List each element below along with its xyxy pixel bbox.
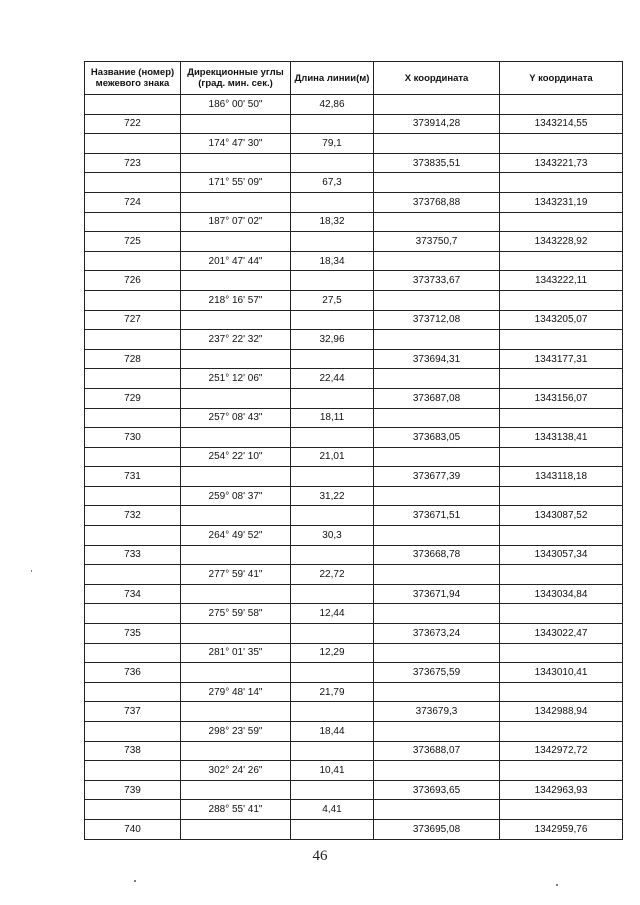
row-y-coordinate [500,369,623,389]
row-x-coordinate: 373675,59 [374,663,500,683]
row-line-length [291,780,374,800]
row-x-coordinate: 373683,05 [374,428,500,448]
row-x-coordinate: 373914,28 [374,114,500,134]
row-x-coordinate: 373677,39 [374,467,500,487]
table-row [85,643,623,663]
row-mark-name: 735 [85,624,181,644]
row-line-length [291,624,374,644]
row-line-length: 42,86 [291,95,374,115]
row-x-coordinate [374,212,500,232]
row-direction-angle: 201° 47' 44" [181,251,291,271]
table-row [85,624,623,644]
table-row [85,800,623,820]
table-row [85,134,623,154]
row-x-coordinate [374,682,500,702]
table-row [85,565,623,585]
row-y-coordinate: 1343156,07 [500,388,623,408]
row-x-coordinate: 373750,7 [374,232,500,252]
row-direction-angle [181,819,291,839]
table-body [85,95,623,840]
row-line-length [291,506,374,526]
row-y-coordinate [500,447,623,467]
table-row [85,702,623,722]
row-x-coordinate: 373688,07 [374,741,500,761]
row-y-coordinate: 1343231,19 [500,192,623,212]
table-row [85,114,623,134]
row-y-coordinate [500,134,623,154]
table-row [85,428,623,448]
row-x-coordinate: 373733,67 [374,271,500,291]
row-line-length: 79,1 [291,134,374,154]
row-y-coordinate: 1343222,11 [500,271,623,291]
row-direction-angle [181,114,291,134]
row-direction-angle [181,624,291,644]
row-direction-angle: 277° 59' 41" [181,565,291,585]
row-mark-name [85,95,181,115]
row-line-length [291,467,374,487]
row-x-coordinate [374,643,500,663]
row-line-length: 30,3 [291,526,374,546]
table-row [85,251,623,271]
table-row [85,173,623,193]
row-line-length: 27,5 [291,290,374,310]
scan-speck [31,570,32,572]
header-line-length: Длина линии(м) [291,62,374,95]
row-x-coordinate: 373694,31 [374,349,500,369]
row-x-coordinate [374,134,500,154]
row-mark-name: 733 [85,545,181,565]
row-y-coordinate [500,290,623,310]
row-direction-angle [181,467,291,487]
row-mark-name [85,408,181,428]
row-line-length: 67,3 [291,173,374,193]
row-y-coordinate: 1343177,31 [500,349,623,369]
row-mark-name: 730 [85,428,181,448]
row-line-length: 21,79 [291,682,374,702]
row-mark-name: 722 [85,114,181,134]
row-direction-angle: 171° 55' 09" [181,173,291,193]
row-line-length [291,584,374,604]
table-row [85,467,623,487]
row-line-length [291,232,374,252]
row-mark-name: 737 [85,702,181,722]
row-x-coordinate: 373673,24 [374,624,500,644]
row-mark-name [85,447,181,467]
row-x-coordinate [374,761,500,781]
table-row [85,819,623,839]
row-mark-name [85,173,181,193]
row-mark-name [85,330,181,350]
row-direction-angle [181,232,291,252]
row-mark-name [85,251,181,271]
row-direction-angle [181,584,291,604]
row-mark-name: 732 [85,506,181,526]
row-line-length: 22,44 [291,369,374,389]
row-mark-name: 740 [85,819,181,839]
row-y-coordinate [500,722,623,742]
table-row [85,153,623,173]
table-row [85,584,623,604]
row-line-length [291,349,374,369]
row-direction-angle [181,271,291,291]
table-header-row [85,62,623,95]
row-y-coordinate [500,408,623,428]
row-mark-name: 723 [85,153,181,173]
row-mark-name: 724 [85,192,181,212]
table-row [85,349,623,369]
row-line-length [291,428,374,448]
row-x-coordinate: 373693,65 [374,780,500,800]
table-row [85,388,623,408]
row-y-coordinate: 1342972,72 [500,741,623,761]
row-direction-angle [181,780,291,800]
header-mark-name: Название (номер) межевого знака [85,62,181,95]
row-line-length [291,388,374,408]
row-x-coordinate [374,604,500,624]
table-row [85,447,623,467]
row-mark-name: 738 [85,741,181,761]
header-y-coordinate: Y координата [500,62,623,95]
table-row [85,722,623,742]
row-x-coordinate [374,173,500,193]
row-mark-name [85,604,181,624]
row-line-length: 18,34 [291,251,374,271]
row-y-coordinate [500,212,623,232]
row-y-coordinate: 1343214,55 [500,114,623,134]
row-direction-angle [181,702,291,722]
row-y-coordinate: 1343221,73 [500,153,623,173]
table-row [85,95,623,115]
row-mark-name: 725 [85,232,181,252]
row-line-length [291,192,374,212]
row-mark-name: 728 [85,349,181,369]
row-direction-angle [181,428,291,448]
row-mark-name: 736 [85,663,181,683]
row-direction-angle: 257° 08' 43" [181,408,291,428]
table-row [85,526,623,546]
row-direction-angle [181,545,291,565]
row-y-coordinate [500,682,623,702]
row-y-coordinate [500,526,623,546]
row-line-length: 18,32 [291,212,374,232]
row-direction-angle: 279° 48' 14" [181,682,291,702]
table-row [85,212,623,232]
row-y-coordinate [500,173,623,193]
row-y-coordinate [500,761,623,781]
row-line-length: 31,22 [291,486,374,506]
row-line-length [291,153,374,173]
row-line-length [291,114,374,134]
row-direction-angle: 251° 12' 06" [181,369,291,389]
row-y-coordinate [500,95,623,115]
row-direction-angle: 302° 24' 26" [181,761,291,781]
row-line-length [291,741,374,761]
table-row [85,506,623,526]
row-mark-name: 734 [85,584,181,604]
row-direction-angle [181,310,291,330]
row-mark-name [85,290,181,310]
page-number: 46 [312,848,328,864]
row-x-coordinate [374,800,500,820]
row-y-coordinate: 1342963,93 [500,780,623,800]
row-direction-angle: 186° 00' 50" [181,95,291,115]
scan-speck [556,884,558,886]
row-mark-name: 731 [85,467,181,487]
row-line-length: 18,11 [291,408,374,428]
row-mark-name [85,486,181,506]
row-direction-angle: 281° 01' 35" [181,643,291,663]
row-mark-name: 729 [85,388,181,408]
row-direction-angle: 174° 47' 30" [181,134,291,154]
table-row [85,408,623,428]
row-direction-angle: 218° 16' 57" [181,290,291,310]
row-line-length: 12,29 [291,643,374,663]
table-row [85,192,623,212]
table-row [85,780,623,800]
row-direction-angle [181,349,291,369]
row-x-coordinate [374,251,500,271]
table-row [85,663,623,683]
row-y-coordinate: 1343022,47 [500,624,623,644]
row-x-coordinate: 373679,3 [374,702,500,722]
row-x-coordinate: 373671,94 [374,584,500,604]
row-mark-name [85,565,181,585]
row-line-length: 21,01 [291,447,374,467]
row-line-length: 18,44 [291,722,374,742]
row-direction-angle: 275° 59' 58" [181,604,291,624]
table-row [85,330,623,350]
header-x-coordinate: X координата [374,62,500,95]
row-x-coordinate: 373671,51 [374,506,500,526]
row-y-coordinate [500,251,623,271]
row-x-coordinate: 373712,08 [374,310,500,330]
row-mark-name [85,212,181,232]
row-x-coordinate [374,330,500,350]
row-y-coordinate: 1343034,84 [500,584,623,604]
table-row [85,761,623,781]
row-direction-angle [181,663,291,683]
row-y-coordinate [500,565,623,585]
table-row [85,232,623,252]
row-y-coordinate: 1343057,34 [500,545,623,565]
row-y-coordinate: 1343205,07 [500,310,623,330]
row-direction-angle [181,506,291,526]
row-line-length [291,663,374,683]
row-line-length [291,310,374,330]
row-y-coordinate [500,643,623,663]
table-row [85,545,623,565]
row-mark-name [85,134,181,154]
row-direction-angle [181,388,291,408]
row-line-length [291,271,374,291]
table-row [85,290,623,310]
row-line-length [291,702,374,722]
table-row [85,604,623,624]
row-mark-name [85,682,181,702]
table-row [85,486,623,506]
row-y-coordinate: 1343118,18 [500,467,623,487]
row-mark-name: 727 [85,310,181,330]
row-direction-angle [181,153,291,173]
row-direction-angle: 187° 07' 02" [181,212,291,232]
row-mark-name [85,800,181,820]
row-y-coordinate: 1343010,41 [500,663,623,683]
row-x-coordinate: 373695,08 [374,819,500,839]
row-line-length: 22,72 [291,565,374,585]
row-mark-name: 739 [85,780,181,800]
row-mark-name [85,526,181,546]
row-direction-angle: 264° 49' 52" [181,526,291,546]
row-x-coordinate [374,722,500,742]
row-line-length [291,545,374,565]
row-mark-name: 726 [85,271,181,291]
table-row [85,369,623,389]
row-x-coordinate [374,565,500,585]
row-direction-angle: 237° 22' 32" [181,330,291,350]
row-x-coordinate [374,526,500,546]
table-row [85,741,623,761]
row-line-length: 4,41 [291,800,374,820]
table-row [85,682,623,702]
row-mark-name [85,761,181,781]
row-mark-name [85,722,181,742]
row-x-coordinate [374,369,500,389]
table-row [85,271,623,291]
row-y-coordinate: 1342959,76 [500,819,623,839]
boundary-marks-table [84,61,623,840]
header-direction-angle: Дирекционные углы (град. мин. сек.) [181,62,291,95]
row-x-coordinate [374,95,500,115]
row-y-coordinate: 1343138,41 [500,428,623,448]
row-mark-name [85,643,181,663]
scan-speck [134,880,136,882]
row-y-coordinate [500,800,623,820]
row-y-coordinate: 1343228,92 [500,232,623,252]
row-direction-angle: 298° 23' 59" [181,722,291,742]
row-y-coordinate [500,486,623,506]
row-line-length: 32,96 [291,330,374,350]
row-direction-angle: 288° 55' 41" [181,800,291,820]
row-line-length [291,819,374,839]
row-x-coordinate [374,408,500,428]
row-line-length: 10,41 [291,761,374,781]
row-x-coordinate [374,486,500,506]
row-y-coordinate [500,330,623,350]
row-x-coordinate: 373768,88 [374,192,500,212]
row-x-coordinate: 373668,78 [374,545,500,565]
row-direction-angle: 259° 08' 37" [181,486,291,506]
row-y-coordinate: 1343087,52 [500,506,623,526]
row-x-coordinate: 373687,08 [374,388,500,408]
row-x-coordinate [374,447,500,467]
row-direction-angle [181,741,291,761]
row-mark-name [85,369,181,389]
row-direction-angle [181,192,291,212]
row-x-coordinate: 373835,51 [374,153,500,173]
row-line-length: 12,44 [291,604,374,624]
row-x-coordinate [374,290,500,310]
row-y-coordinate: 1342988,94 [500,702,623,722]
row-y-coordinate [500,604,623,624]
table-row [85,310,623,330]
row-direction-angle: 254° 22' 10" [181,447,291,467]
